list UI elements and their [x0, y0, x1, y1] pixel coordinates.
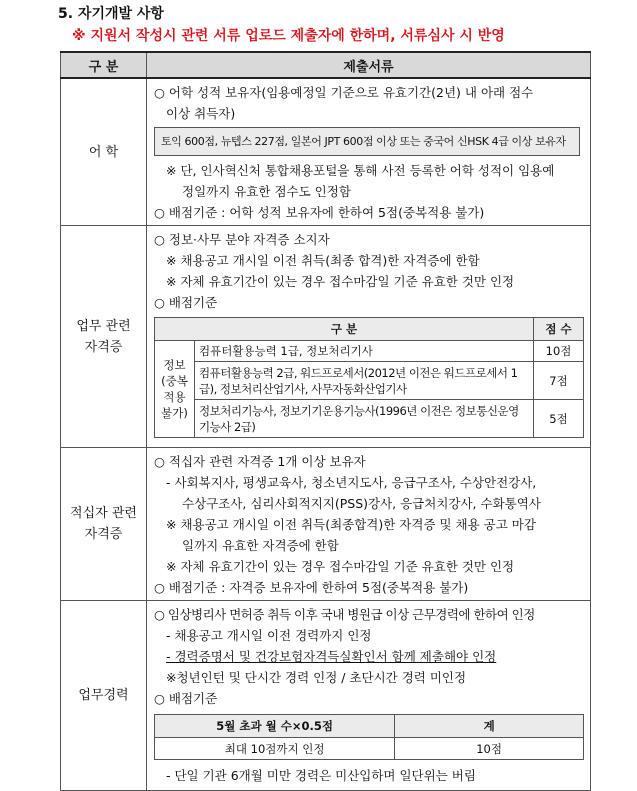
category-redcross-cert	[61, 448, 147, 601]
work-cert-sub-header	[155, 318, 584, 341]
table-row-language	[61, 78, 591, 226]
work-exp-line: ○ 임상병리사 면허증 취득 이후 국내 병원급 이상 근무경력에 한하여 인정	[154, 607, 535, 622]
category-language: 어 학	[61, 78, 147, 226]
self-development-table	[60, 51, 591, 791]
work-exp-scoring: ○ 배점기준	[154, 691, 218, 706]
table-row	[155, 400, 584, 438]
redcross-list: - 사회복지사, 평생교육사, 청소년지도사, 응급구조사, 수상안전강사,	[166, 475, 537, 490]
work-exp-note: ※청년인턴 및 단시간 경력 인정 / 초단시간 경력 미인정	[166, 670, 467, 685]
work-exp-footer: - 단일 기관 6개월 미만 경력은 미산입하며 일단위는 버림	[166, 768, 476, 783]
language-content	[147, 78, 591, 226]
category-work-exp: 업무경력	[61, 601, 147, 791]
work-exp-sub-header-col2: 계	[395, 715, 584, 738]
table-row-work-cert	[61, 226, 591, 448]
language-line: ○ 어학 성적 보유자(임용예정일 기준으로 유효기간(2년) 내 아래 점수	[154, 85, 534, 100]
sub-row-desc: 정보처리기능사, 정보기기운용기능사(1996년 이전은 정보통신운영기능사 2급)	[195, 400, 534, 438]
sub-header-category: 구 분	[155, 318, 534, 341]
category-redcross-line2: 자격증	[84, 527, 123, 542]
category-work-cert	[61, 226, 147, 448]
section-title: 5. 자기개발 사항	[58, 6, 164, 22]
table-header-row	[61, 52, 591, 78]
work-exp-sub-cell2: 10점	[395, 738, 584, 760]
redcross-note1-cont: 일까지 유효한 자격증에 한함	[182, 538, 339, 553]
table-row-redcross-cert	[61, 448, 591, 601]
language-score-box: 토익 600점, 뉴텝스 227점, 일본어 JPT 600점 이상 또는 중국어 신HSK 4급 이상 보유자	[154, 127, 580, 156]
sub-row-score: 7점	[534, 362, 584, 400]
table-row	[155, 362, 584, 400]
language-scoring: ○ 배점기준 : 어학 성적 보유자에 한하여 5점(중복적용 불가)	[154, 205, 485, 220]
work-exp-sub-header	[155, 715, 584, 738]
work-cert-content	[147, 226, 591, 448]
work-cert-score-table	[154, 317, 584, 438]
sub-row-score: 5점	[534, 400, 584, 438]
redcross-cert-content	[147, 448, 591, 601]
category-work-cert-line2: 자격증	[84, 339, 123, 355]
table-row	[155, 341, 584, 362]
sub-row-desc: 컴퓨터활용능력 2급, 워드프로세서(2012년 이전은 워드프로세서 1급), 정보처리산업기사, 사무자동화산업기사	[195, 362, 534, 400]
redcross-scoring: ○ 배점기준 : 자격증 보유자에 한하여 5점(중복적용 불가)	[154, 580, 469, 595]
sub-group-label: 정보 (중복적용 불가)	[155, 341, 195, 438]
redcross-list-cont: 수상구조사, 심리사회적지지(PSS)강사, 응급처치강사, 수화통역사	[182, 496, 541, 511]
work-exp-content	[147, 601, 591, 791]
category-work-cert-line1: 업무 관련	[76, 318, 131, 334]
category-redcross-line1: 적십자 관련	[70, 506, 137, 521]
header-documents: 제출서류	[147, 52, 591, 78]
sub-row-score: 10점	[534, 341, 584, 362]
sub-header-score: 점 수	[534, 318, 584, 341]
language-line-cont: 이상 취득자)	[166, 106, 236, 121]
work-exp-sub-cell1: 최대 10점까지 인정	[155, 738, 395, 760]
redcross-note2: ※ 자체 유효기간이 있는 경우 접수마감일 기준 유효한 것만 인정	[166, 559, 515, 574]
work-exp-sub-header-col1: 5월 초과 월 수×0.5점	[155, 715, 395, 738]
sub-row-desc: 컴퓨터활용능력 1급, 정보처리기사	[195, 341, 534, 362]
work-exp-dash1: - 채용공고 개시일 이전 경력까지 인정	[166, 628, 372, 643]
work-cert-scoring: ○ 배점기준	[154, 295, 218, 310]
redcross-line: ○ 적십자 관련 자격증 1개 이상 보유자	[154, 454, 366, 469]
table-row-work-exp	[61, 601, 591, 791]
language-note-cont: 정일까지 유효한 점수도 인정함	[182, 184, 351, 199]
table-row	[155, 738, 584, 760]
work-cert-note2: ※ 자체 유효기간이 있는 경우 접수마감일 기준 유효한 것만 인정	[166, 274, 515, 289]
header-category: 구 분	[61, 52, 147, 78]
work-cert-note1: ※ 채용공고 개시일 이전 취득(최종 합격)한 자격증에 한함	[166, 253, 480, 268]
work-exp-score-table	[154, 714, 584, 760]
work-cert-line: ○ 정보·사무 분야 자격증 소지자	[154, 232, 330, 247]
notice-text: ※ 지원서 작성시 관련 서류 업로드 제출자에 한하며, 서류심사 시 반영	[72, 28, 505, 44]
language-note: ※ 단, 인사혁신처 통합채용포털을 통해 사전 등록한 어학 성적이 임용예	[166, 163, 555, 178]
work-exp-dash2: - 경력증명서 및 건강보험자격득실확인서 함께 제출해야 인정	[166, 649, 497, 664]
redcross-note1: ※ 채용공고 개시일 이전 취득(최종합격)한 자격증 및 채용 공고 마감	[166, 517, 536, 532]
